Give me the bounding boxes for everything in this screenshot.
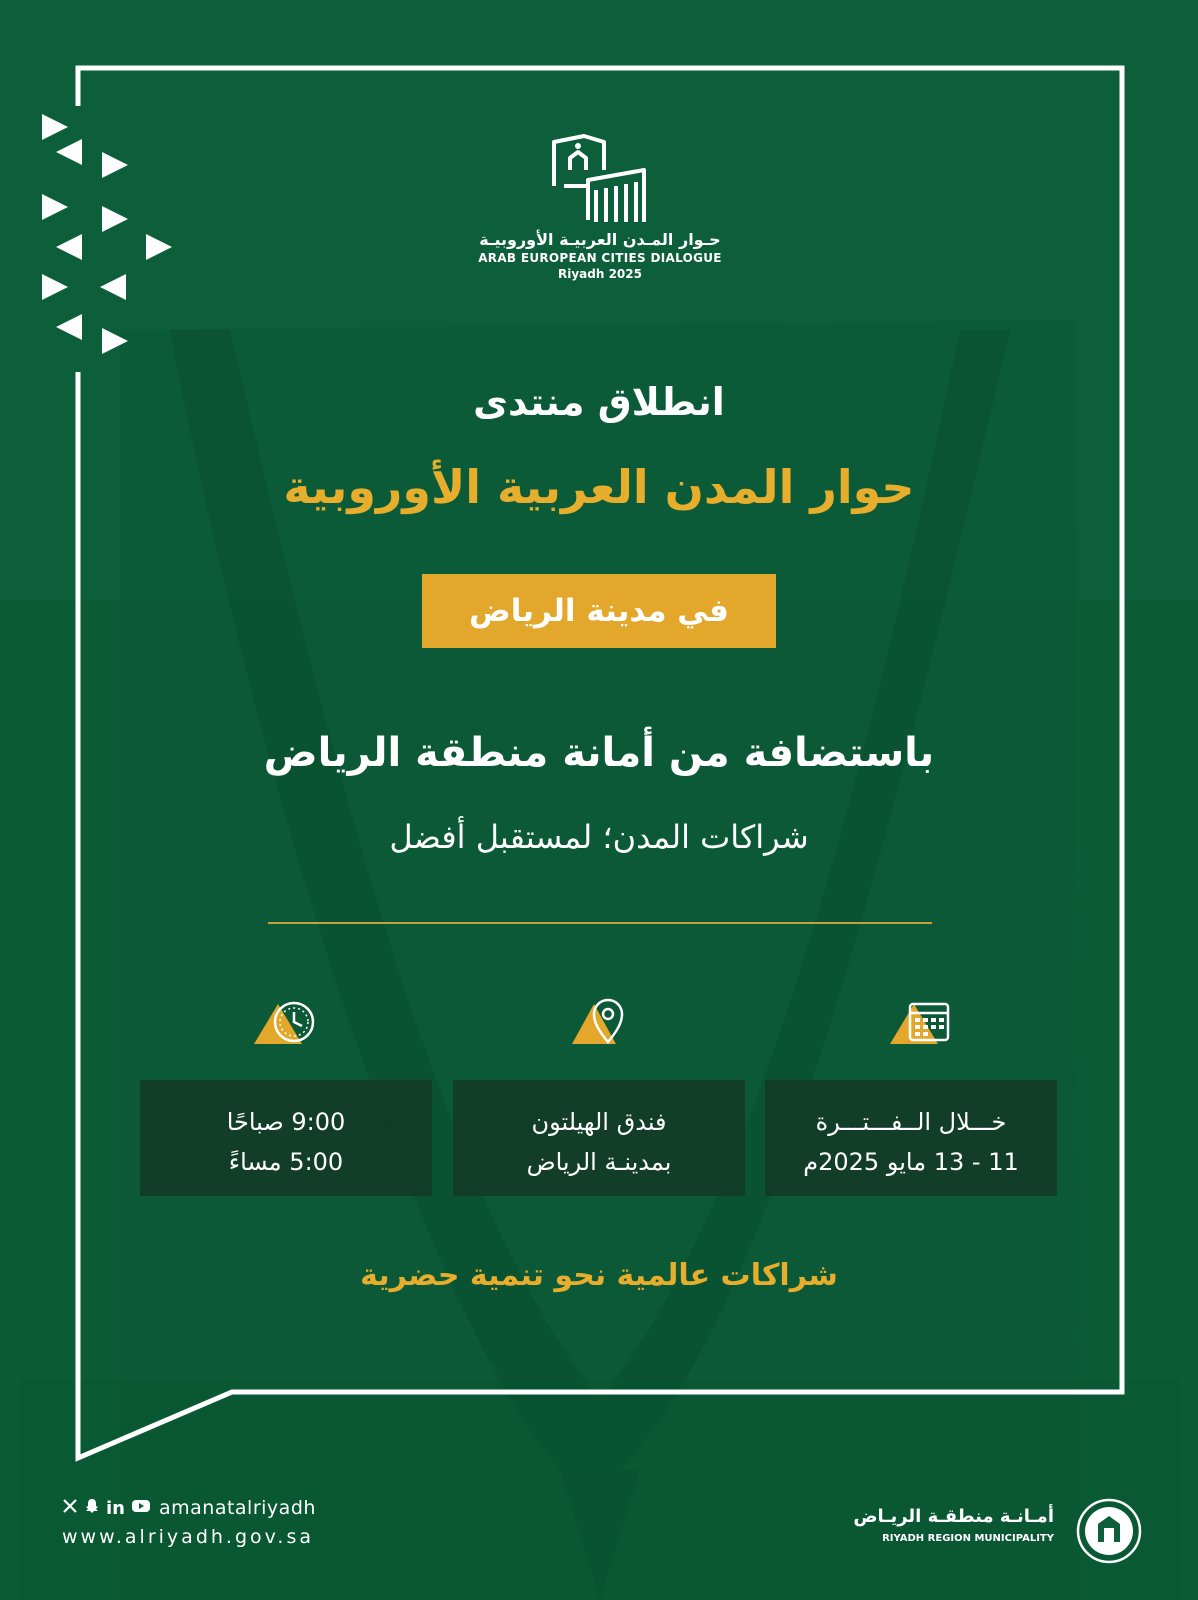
- location-badge: في مدينة الرياض: [422, 574, 776, 648]
- municipality-seal-icon: [1076, 1498, 1142, 1564]
- event-logo: [440, 130, 760, 300]
- location-line2: بمدينـة الرياض: [526, 1148, 672, 1176]
- date-line2: 11 - 13 مايو 2025م: [803, 1148, 1019, 1176]
- event-logo-city-year: Riyadh 2025: [558, 267, 642, 281]
- slogan: شراكات عالمية نحو تنمية حضرية: [360, 1258, 838, 1293]
- x-icon[interactable]: [62, 1498, 78, 1518]
- location-info-box: [453, 1080, 745, 1196]
- location-line1: فندق الهيلتون: [531, 1108, 667, 1136]
- calendar-icon: [888, 998, 958, 1048]
- time-info-box: [140, 1080, 432, 1196]
- social-handle[interactable]: amanatalriyadh: [158, 1497, 316, 1519]
- social-links: [62, 1494, 316, 1522]
- headline-intro: انطلاق منتدى: [473, 380, 725, 424]
- municipality-logo: [853, 1498, 1186, 1568]
- snapchat-icon[interactable]: [84, 1498, 100, 1518]
- event-logo-name-en: ARAB EUROPEAN CITIES DIALOGUE: [478, 251, 722, 265]
- municipality-name-en: RIYADH REGION MUNICIPALITY: [882, 1533, 1054, 1544]
- chevron-pattern-icon: [38, 108, 178, 358]
- city-building-icon: [550, 130, 650, 228]
- location-pin-icon: [570, 998, 640, 1048]
- website-link[interactable]: www.alriyadh.gov.sa: [62, 1526, 314, 1548]
- divider: [268, 922, 932, 924]
- youtube-icon[interactable]: [131, 1498, 151, 1518]
- date-line1: خـــلال الــفـــتـــرة: [815, 1108, 1007, 1136]
- event-logo-name-ar: حـوار المـدن العربيـة الأوروبيـة: [479, 230, 721, 249]
- host-statement: باستضافة من أمانة منطقة الرياض: [263, 730, 935, 776]
- headline-forum-name: حوار المدن العربية الأوروبية: [283, 460, 915, 514]
- linkedin-icon[interactable]: in: [106, 1497, 125, 1519]
- time-line1: 9:00 صباحًا: [226, 1108, 346, 1136]
- clock-icon: [252, 998, 322, 1048]
- tagline: شراكات المدن؛ لمستقبل أفضل: [389, 818, 809, 856]
- date-info-box: [765, 1080, 1057, 1196]
- municipality-name-ar: أمـانـة منطقـة الريـاض: [853, 1506, 1054, 1527]
- time-line2: 5:00 مساءً: [228, 1148, 344, 1176]
